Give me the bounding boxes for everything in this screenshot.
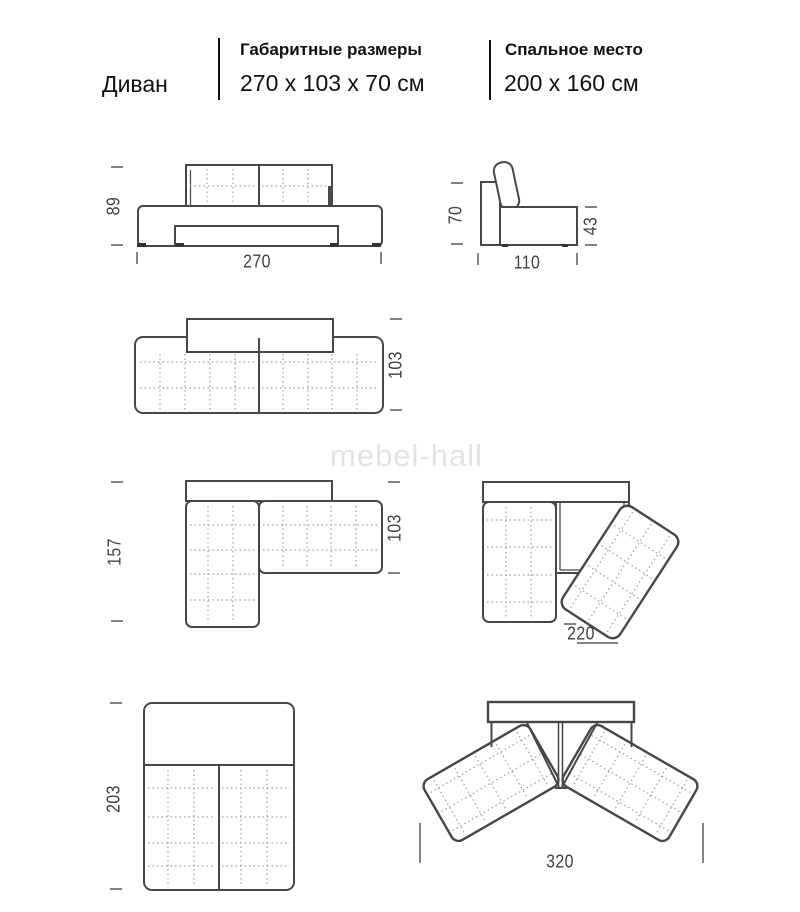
top-view-drawing [135, 319, 383, 413]
chaise-section [186, 501, 259, 627]
front-panel [175, 226, 338, 246]
dim-side-seat-height: 43 [580, 216, 601, 236]
dim-side-back-height: 70 [445, 205, 466, 225]
sleeping-place-label: Спальное место [505, 40, 643, 59]
dim-bed-length: 203 [103, 785, 124, 813]
right-wing-mattress [560, 722, 701, 844]
seat-side [500, 207, 577, 245]
side-view-drawing [481, 160, 577, 247]
center-hinge [559, 722, 563, 788]
unfolded-bed-drawing [144, 703, 294, 890]
product-name: Диван [102, 71, 168, 97]
dim-full-unfolded-width: 320 [546, 851, 574, 872]
front-view-drawing [137, 165, 382, 247]
dim-side-depth: 110 [513, 252, 541, 273]
fully-unfolded-drawing [421, 702, 701, 844]
watermark: mebel-hall [330, 438, 484, 473]
cushion-side-shadow [328, 186, 332, 206]
backrest-bar [483, 482, 629, 502]
corner-unfolding-drawing [483, 482, 682, 642]
backrest-bar [488, 702, 634, 722]
seat-section [259, 501, 382, 573]
dim-corner-unfolded-width: 220 [567, 623, 595, 644]
overall-dimensions-label: Габаритные размеры [240, 40, 422, 59]
backrest-bar [186, 481, 332, 501]
dim-front-width: 270 [243, 251, 271, 272]
sleeping-place-value: 200 x 160 см [504, 70, 639, 96]
dim-top-depth: 103 [385, 351, 406, 379]
dim-corner-depth: 103 [384, 514, 405, 542]
corner-top-view-drawing [186, 481, 382, 627]
dim-corner-length: 157 [104, 538, 125, 566]
overall-dimensions-value: 270 x 103 x 70 см [240, 70, 425, 96]
dim-front-height: 89 [103, 196, 124, 216]
